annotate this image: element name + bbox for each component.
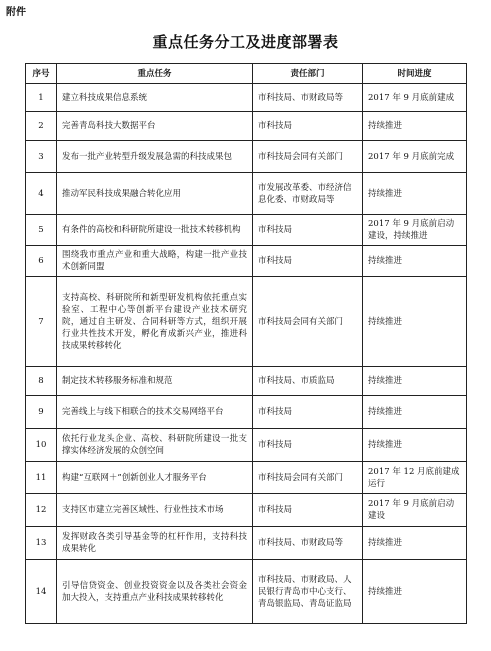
row-task: 围绕我市重点产业和重大战略，构建一批产业技术创新同盟 xyxy=(57,246,253,277)
row-dept: 市科技局会同有关部门 xyxy=(253,462,363,494)
row-progress: 持续推进 xyxy=(363,396,467,429)
row-task: 构建“互联网＋”创新创业人才服务平台 xyxy=(57,462,253,494)
row-task: 有条件的高校和科研院所建设一批技术转移机构 xyxy=(57,215,253,246)
row-task: 依托行业龙头企业、高校、科研院所建设一批支撑实体经济发展的众创空间 xyxy=(57,429,253,462)
row-progress: 2017 年 9 月底前建成 xyxy=(363,84,467,112)
row-task: 支持区市建立完善区域性、行业性技术市场 xyxy=(57,494,253,527)
row-number: 4 xyxy=(26,173,57,215)
table-row xyxy=(26,112,467,141)
row-progress: 持续推进 xyxy=(363,112,467,141)
row-task: 建立科技成果信息系统 xyxy=(57,84,253,112)
row-dept: 市科技局、市财政局等 xyxy=(253,527,363,560)
row-number: 2 xyxy=(26,112,57,141)
row-dept: 市科技局 xyxy=(253,215,363,246)
header-dept: 责任部门 xyxy=(253,64,363,84)
row-task: 发布一批产业转型升级发展急需的科技成果包 xyxy=(57,141,253,173)
row-dept: 市科技局 xyxy=(253,396,363,429)
row-dept: 市发展改革委、市经济信息化委、市财政局等 xyxy=(253,173,363,215)
table-row xyxy=(26,277,467,367)
row-task: 推动军民科技成果融合转化应用 xyxy=(57,173,253,215)
row-number: 1 xyxy=(26,84,57,112)
row-dept: 市科技局会同有关部门 xyxy=(253,277,363,367)
row-dept: 市科技局、市财政局、人民银行青岛市中心支行、青岛银监局、青岛证监局 xyxy=(253,560,363,624)
row-task: 支持高校、科研院所和新型研发机构依托重点实验室、工程中心等创新平台建设产业技术研究院，通过自主研发、合同科研等方式，组织开展行业共性技术开发，孵化育成新兴产业，推进科技成果转移转化 xyxy=(57,277,253,367)
row-progress: 持续推进 xyxy=(363,246,467,277)
row-progress: 2017 年 9 月底前启动建设 xyxy=(363,494,467,527)
row-dept: 市科技局 xyxy=(253,494,363,527)
table-row xyxy=(26,494,467,527)
table-row xyxy=(26,367,467,396)
row-dept: 市科技局会同有关部门 xyxy=(253,141,363,173)
attachment-label: 附件 xyxy=(6,7,26,18)
task-schedule-table xyxy=(25,63,467,624)
table-row xyxy=(26,215,467,246)
row-dept: 市科技局、市质监局 xyxy=(253,367,363,396)
row-progress: 持续推进 xyxy=(363,560,467,624)
table-row xyxy=(26,173,467,215)
row-task: 引导信贷资金、创业投资资金以及各类社会资金加大投入，支持重点产业科技成果转移转化 xyxy=(57,560,253,624)
table-row xyxy=(26,84,467,112)
table-row xyxy=(26,246,467,277)
row-progress: 2017 年 12 月底前建成运行 xyxy=(363,462,467,494)
row-number: 3 xyxy=(26,141,57,173)
table-row xyxy=(26,396,467,429)
row-number: 8 xyxy=(26,367,57,396)
header-no: 序号 xyxy=(26,64,57,84)
row-number: 7 xyxy=(26,277,57,367)
row-progress: 持续推进 xyxy=(363,527,467,560)
row-progress: 持续推进 xyxy=(363,367,467,396)
row-progress: 持续推进 xyxy=(363,173,467,215)
table-row xyxy=(26,560,467,624)
table-row xyxy=(26,527,467,560)
row-number: 9 xyxy=(26,396,57,429)
row-progress: 2017 年 9 月底前完成 xyxy=(363,141,467,173)
row-dept: 市科技局 xyxy=(253,112,363,141)
row-dept: 市科技局 xyxy=(253,246,363,277)
row-task: 完善线上与线下相联合的技术交易网络平台 xyxy=(57,396,253,429)
row-progress: 持续推进 xyxy=(363,277,467,367)
row-dept: 市科技局 xyxy=(253,429,363,462)
row-task: 制定技术转移服务标准和规范 xyxy=(57,367,253,396)
table-row xyxy=(26,429,467,462)
row-progress: 2017 年 9 月底前启动建设，持续推进 xyxy=(363,215,467,246)
row-number: 11 xyxy=(26,462,57,494)
page-title: 重点任务分工及进度部署表 xyxy=(152,33,339,51)
table-header-row xyxy=(26,64,467,84)
row-task: 发挥财政各类引导基金等的杠杆作用，支持科技成果转化 xyxy=(57,527,253,560)
table-row xyxy=(26,141,467,173)
table-row xyxy=(26,462,467,494)
row-number: 6 xyxy=(26,246,57,277)
header-progress: 时间进度 xyxy=(363,64,467,84)
row-number: 10 xyxy=(26,429,57,462)
row-number: 14 xyxy=(26,560,57,624)
row-number: 5 xyxy=(26,215,57,246)
row-number: 13 xyxy=(26,527,57,560)
row-number: 12 xyxy=(26,494,57,527)
header-task: 重点任务 xyxy=(57,64,253,84)
row-dept: 市科技局、市财政局等 xyxy=(253,84,363,112)
row-progress: 持续推进 xyxy=(363,429,467,462)
row-task: 完善青岛科技大数据平台 xyxy=(57,112,253,141)
